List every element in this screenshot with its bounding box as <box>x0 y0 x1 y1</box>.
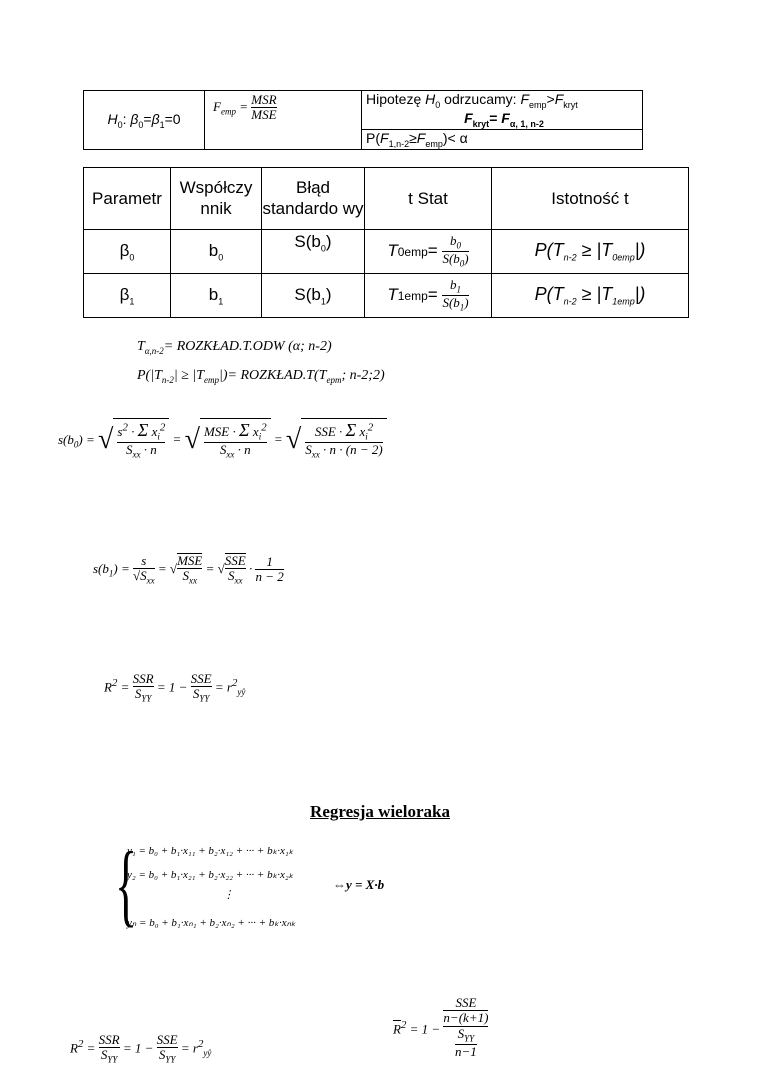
p-cell <box>362 130 643 150</box>
parameter-table <box>83 167 689 318</box>
note-rozklad-odw: $T_{\alpha,n-2}=$ ROZKŁAD.T.ODW (α; n-2) <box>137 339 332 356</box>
formula-s-b1: $s(b_1)$ = $\frac{s}{√S_{xx}}$ = √ $\frac{\text{MSE}}{S_{xx}}$ = √ $\frac{\text{SSE}}{S_{xx}}$ · $\frac{1}{n - 2}$ <box>93 552 284 586</box>
formula-r2-adjusted: $\overline{R}^2 = 1$ − $\frac{\frac{\text{SSE}}{n-(k+1)}}{\frac{S_{YY}}{n-1}}$ <box>393 995 489 1060</box>
note-rozklad-t: $P(|T_{n-2}| \ge |T_{emp}|)=$ $ROZKŁAD.T(T_{epm}$; n-2;2) <box>137 368 385 385</box>
f-kryt-text: $F_{kryt}= F_{\alpha, 1, n-2}$ <box>464 110 544 129</box>
matrix-form: ⇔y = X·b <box>333 877 385 892</box>
formula-r2-bottom: $R^2$ = $\frac{\text{SSR}}{S_{YY}}$ = 1 − $\frac{\text{SSE}}{S_{YY}}$ = $r^2_{yŷ}$ <box>70 1032 212 1065</box>
tstat-0: T0emp= $\frac{b_0}{S(b_0)}$ <box>365 230 492 274</box>
eq-dots: ⋮ <box>223 889 234 901</box>
brace-icon: { <box>115 833 138 935</box>
table-row <box>84 274 689 318</box>
f-emp-formula: $F_{emp}$ = $\frac{\text{MSR}}{\text{MSE}}$ <box>213 92 277 123</box>
eq-n: yₙ = b₀ + b₁·xₙ₁ + b₂·xₙ₂ + ··· + bₖ·xₙₖ <box>127 917 296 929</box>
header-tstat: t Stat <box>365 168 492 230</box>
section-title: Regresja wieloraka <box>310 802 450 821</box>
param-beta0: $\beta_0$ <box>84 230 171 274</box>
header-istotnosc: Istotność t <box>492 168 689 230</box>
p-text: $P(F_{1,n-2}\ge F_{emp})< \alpha$ <box>366 130 468 149</box>
table-row <box>84 230 689 274</box>
tstat-1: T1emp= $\frac{b_1}{S(b_1)}$ <box>365 274 492 318</box>
sig-0: $P(T_{n-2} \ge |T_{0emp}|)$ <box>492 230 689 274</box>
eq-2: y₂ = b₀ + b₁·x₂₁ + b₂·x₂₂ + ··· + bₖ·x₂ₖ <box>127 869 294 881</box>
sig-1: $P(T_{n-2} \ge |T_{1emp}|)$ <box>492 274 689 318</box>
reject-text: Hipotezę $H_0$ odrzucamy: $F_{emp}>F_{kryt}$ <box>366 91 578 110</box>
reject-cell <box>362 91 643 130</box>
h0-cell <box>84 91 205 150</box>
header-row <box>84 168 689 230</box>
coef-b1: $b_1$ <box>171 274 262 318</box>
header-wspolczynnik: Współczy nnik <box>171 168 262 230</box>
header-parametr: Parametr <box>84 168 171 230</box>
formula-r2: $R^2$ = $\frac{\text{SSR}}{S_{YY}}$ = 1 − $\frac{\text{SSE}}{S_{YY}}$ = $r^2_{yŷ}$ <box>104 671 246 704</box>
f-emp-cell <box>205 91 362 150</box>
coef-b0: $b_0$ <box>171 230 262 274</box>
param-beta1: $\beta_1$ <box>84 274 171 318</box>
err-sb1: $S(b_1)$ <box>262 274 365 318</box>
hypothesis-table <box>83 90 643 150</box>
eq-1: y₁ = b₀ + b₁·x₁₁ + b₂·x₁₂ + ··· + bₖ·x₁ₖ <box>127 845 294 857</box>
h0-text: $H_0$: $\beta_0=\beta_1=0$ <box>107 110 181 130</box>
formula-s-b0: $s(b_0)$ = √ $\frac{s^2 \cdot \Sigma x_i^2}{S_{xx} \cdot n}$ = √ $\frac{MSE \cdot \Sigma x_i^2}{S_{xx} \cdot n}$ = √ $\frac{SSE \cdot \Sigma x_i^2}{S_{xx} \cdot n \cdot (n - 2)}$ <box>58 418 387 463</box>
err-sb0: $S(b_0)$ <box>262 230 365 274</box>
header-blad: Błąd standardo wy <box>262 168 365 230</box>
